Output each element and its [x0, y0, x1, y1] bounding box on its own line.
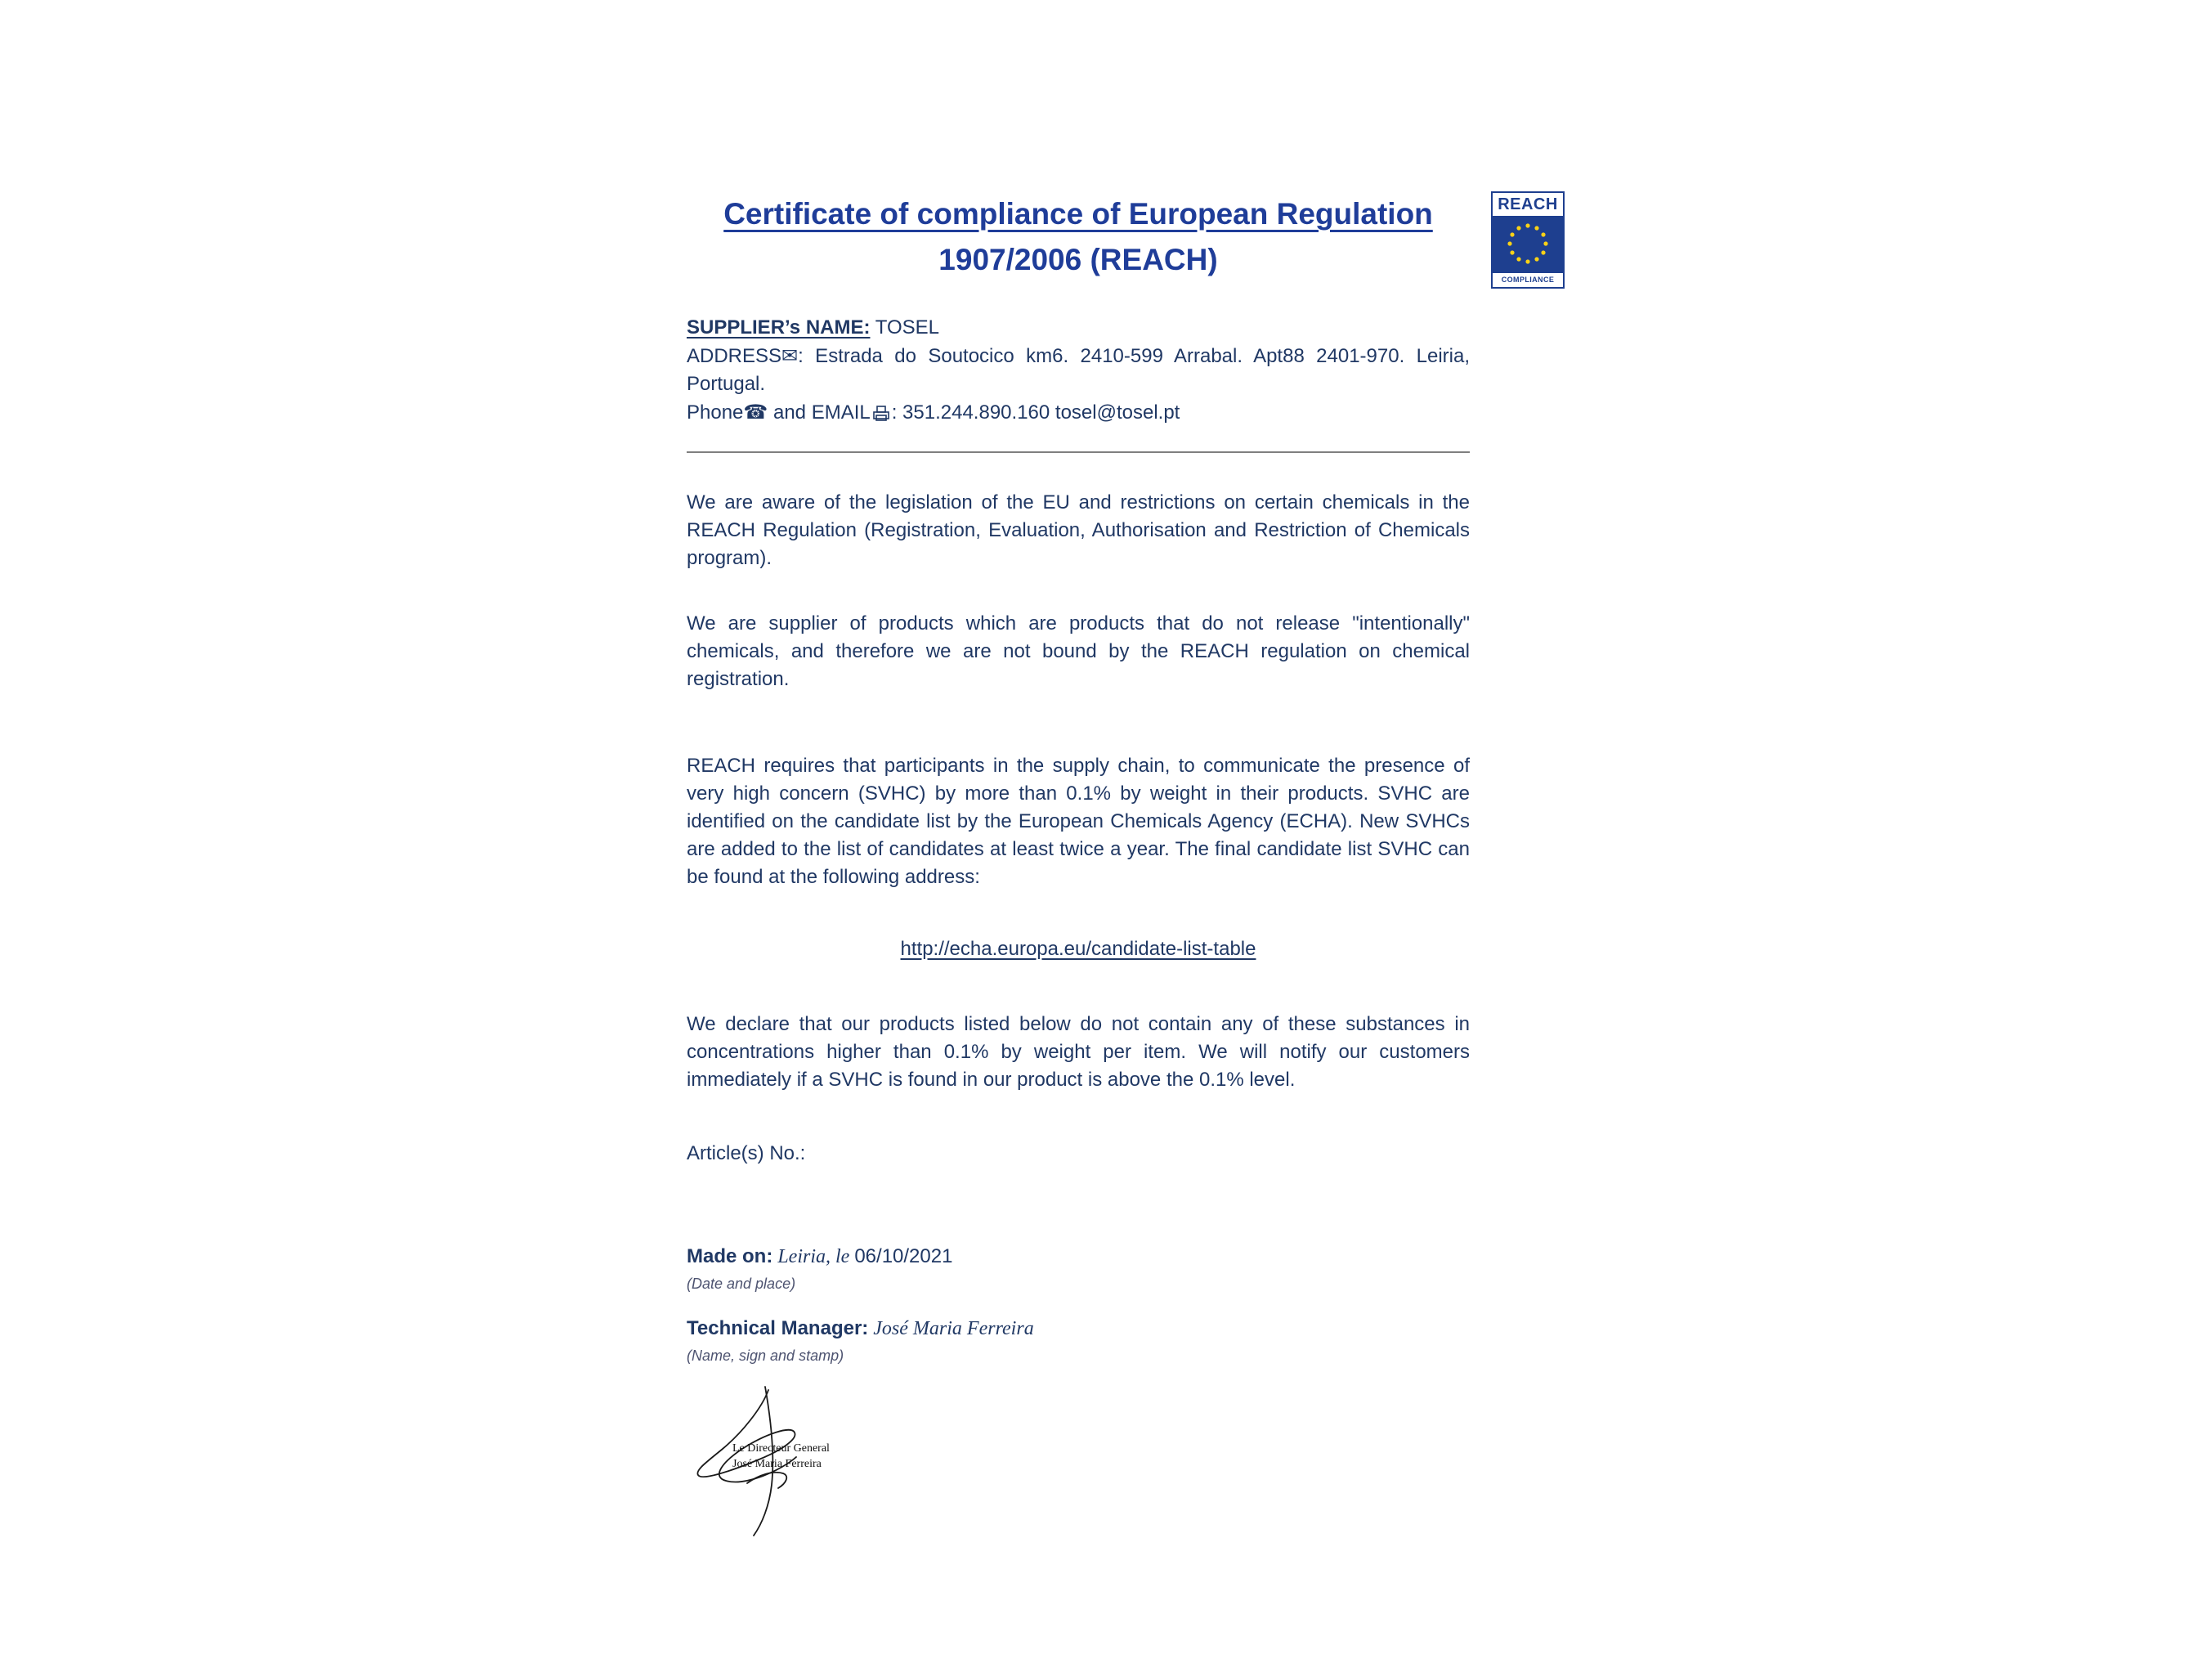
date-place-note: (Date and place) — [687, 1276, 796, 1292]
email-label: and EMAIL — [768, 401, 871, 424]
made-on-line — [687, 1243, 1470, 1271]
paragraph-declaration: We declare that our products listed below do not contain any of these substances in concentrations higher than 0.1% by weight per item. We will notify our customers immediately if a SVHC is found in our product is above the 0.1% level. — [687, 1013, 1470, 1091]
phone-icon: ☎ — [743, 401, 768, 424]
made-on-date: 06/10/2021 — [854, 1245, 953, 1267]
supplier-info — [687, 314, 1470, 427]
contact-line — [687, 398, 1470, 427]
paragraph-awareness: We are aware of the legislation of the EU and restrictions on certain chemicals in the REACH Regulation (Registration, Evaluation, Authorisation and Restriction of Chemicals program). — [687, 491, 1470, 569]
technical-manager-label: Technical Manager: — [687, 1317, 869, 1339]
paragraph-svhc-requirements: REACH requires that participants in the supply chain, to communicate the presence of very high concern (SVHC) by more than 0.1% by weight in their products. SVHC are identified on the candidate list by the European Chemicals Agency (ECHA). New SVHCs are added to the list of candidates at least twice a year. The final candidate list SVHC can be found at the following address: — [687, 755, 1470, 888]
paragraph-supplier-statement: We are supplier of products which are products that do not release "intentionally" chemicals, and therefore we are not bound by the REACH regulation on chemical registration. — [687, 612, 1470, 690]
eu-stars-icon — [1493, 216, 1563, 271]
signature-title: Le Directeur General — [732, 1442, 830, 1455]
reach-logo-title: REACH — [1498, 195, 1558, 213]
candidate-list-link[interactable]: http://echa.europa.eu/candidate-list-table — [900, 938, 1256, 960]
reach-compliance-logo — [1491, 191, 1565, 289]
signature-block — [690, 1385, 902, 1540]
address-label: ADDRESS — [687, 345, 782, 367]
signature-name: José Maria Ferreira — [732, 1458, 822, 1470]
candidate-list-link-line — [687, 935, 1470, 963]
address-line — [687, 345, 1470, 395]
technical-manager-line — [687, 1315, 1470, 1343]
title-line-2: 1907/2006 (REACH) — [938, 243, 1218, 276]
technical-manager-name: José Maria Ferreira — [868, 1318, 1034, 1339]
signature-typed-text — [732, 1441, 830, 1472]
article-number-line: Article(s) No.: — [687, 1142, 806, 1164]
reach-logo-caption: COMPLIANCE — [1493, 271, 1563, 287]
made-on-place: Leiria, le — [772, 1246, 855, 1267]
contact-value: : 351.244.890.160 tosel@tosel.pt — [891, 401, 1180, 424]
supplier-name-value: TOSEL — [870, 316, 939, 339]
made-on-label: Made on: — [687, 1245, 773, 1267]
supplier-name-line — [687, 314, 1470, 342]
title-line-1: Certificate of compliance of European Regulation — [723, 197, 1433, 231]
name-sign-stamp-note: (Name, sign and stamp) — [687, 1347, 844, 1364]
supplier-name-label: SUPPLIER’s NAME: — [687, 316, 871, 339]
address-value: : Estrada do Soutocico km6. 2410-599 Arrabal. Apt88 2401-970. Leiria, Portugal. — [687, 345, 1470, 395]
document-body — [687, 191, 1470, 1540]
section-divider — [687, 451, 1470, 453]
document-title — [687, 191, 1470, 283]
phone-label: Phone — [687, 401, 744, 424]
envelope-icon: ✉ — [781, 344, 799, 367]
fax-icon — [872, 405, 890, 421]
